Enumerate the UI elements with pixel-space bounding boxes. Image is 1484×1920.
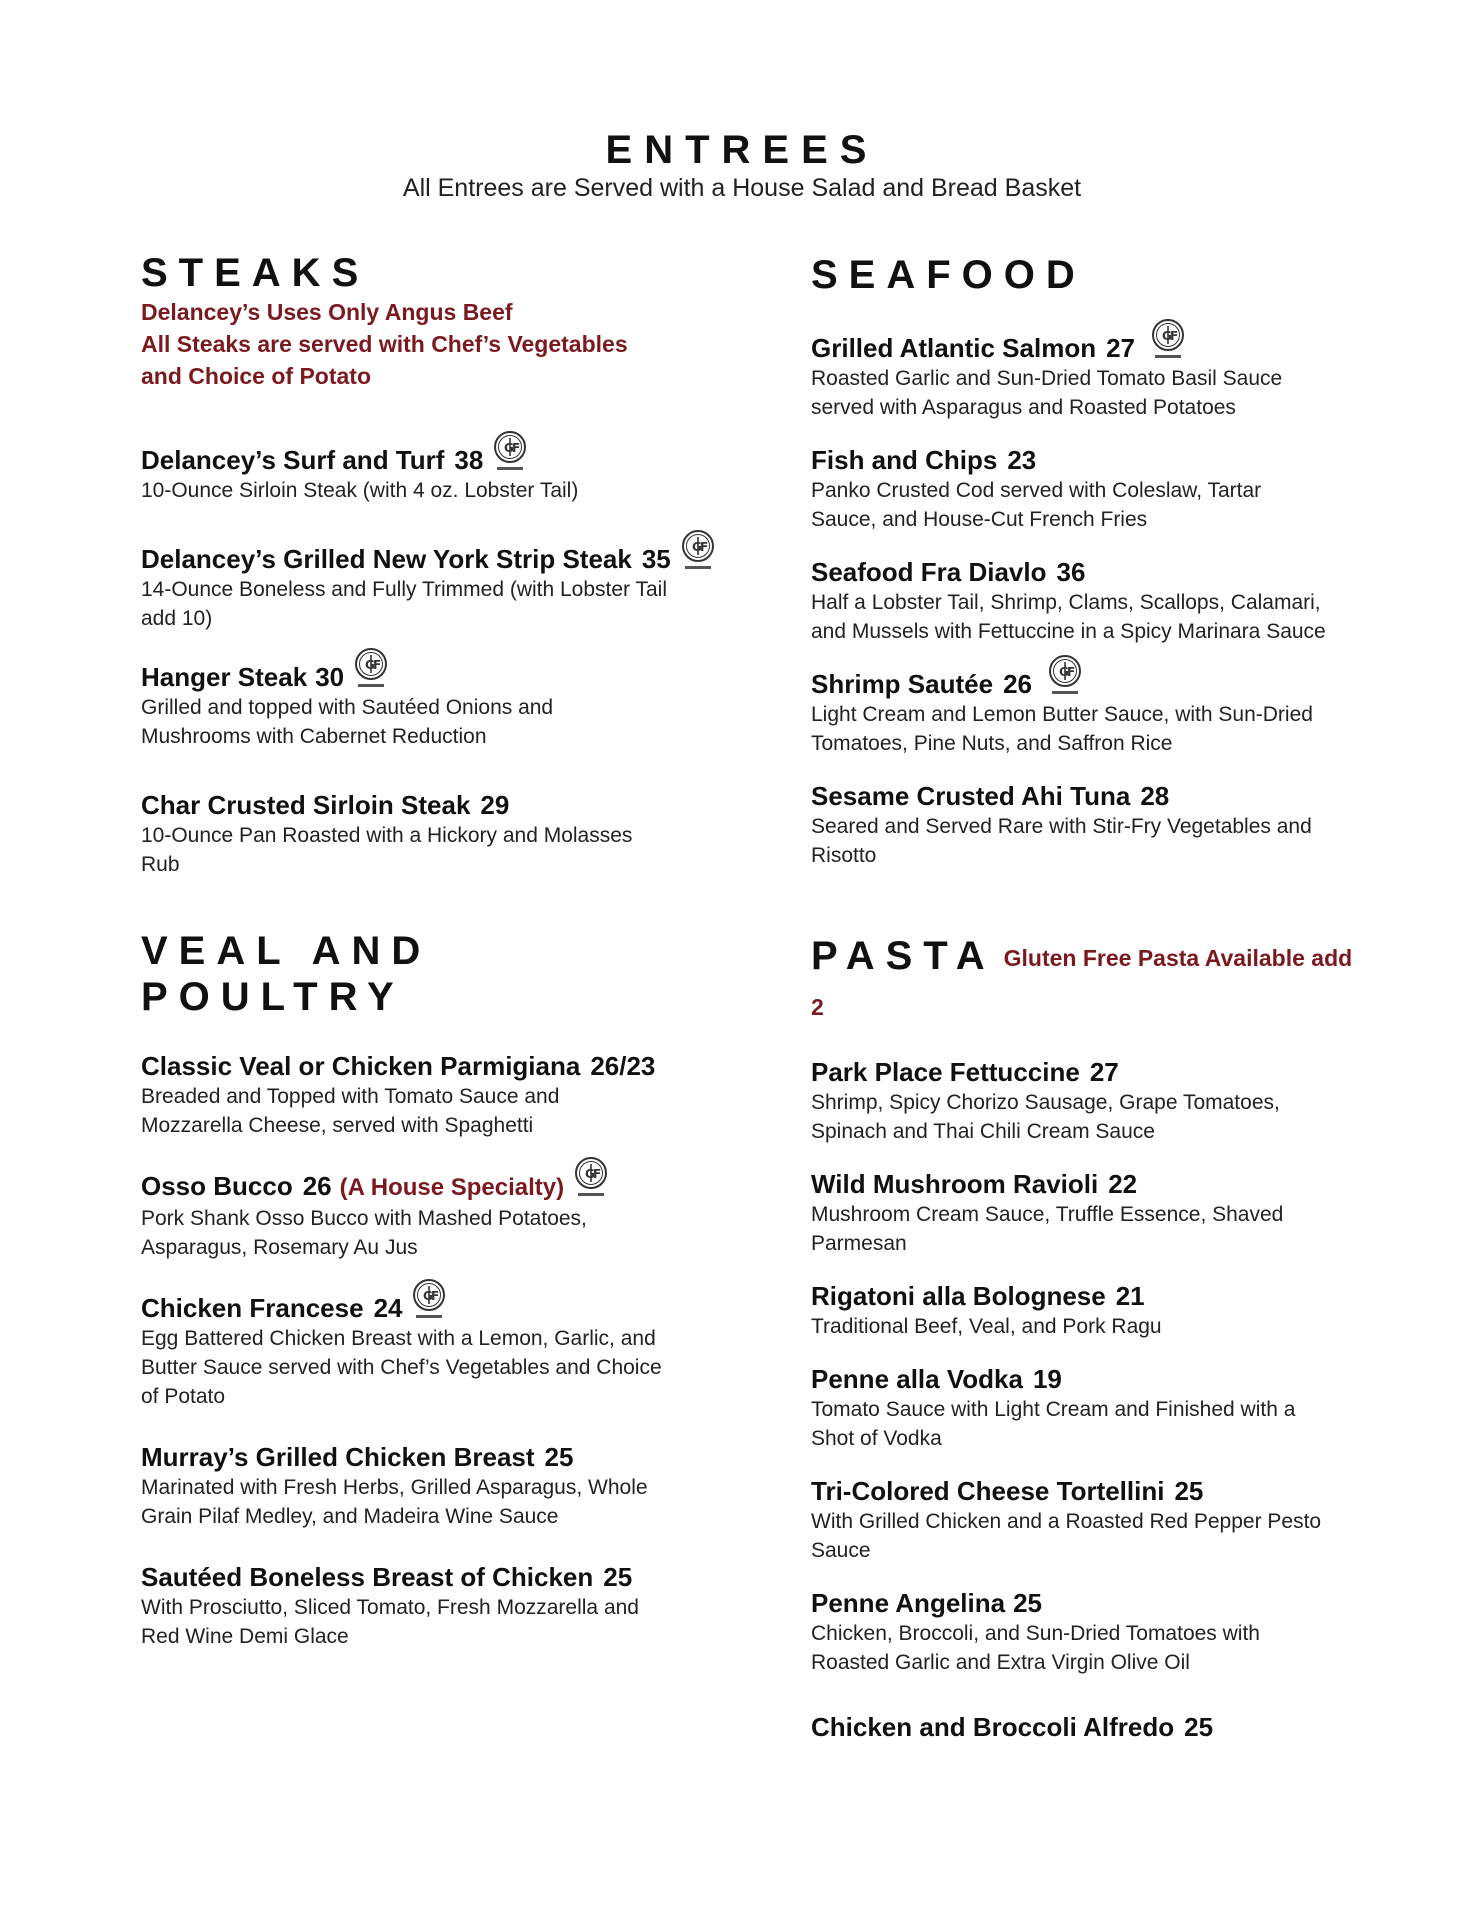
gluten-free-icon bbox=[679, 529, 717, 573]
seafood-section bbox=[811, 252, 1351, 870]
menu-item-description: With Grilled Chicken and a Roasted Red Pepper Pesto Sauce bbox=[811, 1509, 1322, 1562]
gluten-free-icon bbox=[352, 647, 390, 691]
steaks-note: All Steaks are served with Chef’s Vegetables bbox=[141, 331, 628, 357]
steaks-note: and Choice of Potato bbox=[141, 363, 371, 389]
menu-item-price: 38 bbox=[454, 445, 484, 475]
menu-item-name: Rigatoni alla Bolognese 21 bbox=[811, 1280, 1145, 1311]
menu-item-description: Tomato Sauce with Light Cream and Finished with a Shot of Vodka bbox=[811, 1397, 1296, 1450]
menu-item-price: 27 bbox=[1106, 333, 1136, 363]
menu-item-name: Tri-Colored Cheese Tortellini 25 bbox=[811, 1475, 1204, 1506]
section-title-steaks: STEAKS bbox=[141, 251, 370, 295]
menu-item bbox=[811, 1587, 1371, 1677]
menu-item-price: 26 bbox=[302, 1171, 332, 1201]
menu-item bbox=[811, 1363, 1371, 1453]
menu-item-description: Chicken, Broccoli, and Sun-Dried Tomatoes with Roasted Garlic and Extra Virgin Olive Oil bbox=[811, 1621, 1260, 1674]
gluten-free-icon bbox=[491, 430, 529, 474]
menu-item-price: 23 bbox=[1007, 445, 1037, 475]
menu-item bbox=[141, 543, 681, 633]
menu-item-description: Half a Lobster Tail, Shrimp, Clams, Scallops, Calamari, and Mussels with Fettuccine in a Spicy Marinara Sauce bbox=[811, 591, 1326, 643]
menu-item-description: 10-Ounce Sirloin Steak (with 4 oz. Lobster Tail) bbox=[141, 479, 579, 502]
menu-item bbox=[811, 1056, 1371, 1146]
menu-item-price: 30 bbox=[315, 662, 345, 692]
menu-item bbox=[811, 556, 1351, 646]
menu-item-price: 25 bbox=[603, 1562, 633, 1592]
menu-item-name: Delancey’s Surf and Turf 38 bbox=[141, 444, 681, 476]
menu-item bbox=[811, 668, 1351, 758]
menu-item-name: Osso Bucco 26 (A House Specialty) bbox=[141, 1170, 681, 1204]
veal-poultry-section bbox=[141, 928, 681, 1651]
menu-item-name: Classic Veal or Chicken Parmigiana 26/23 bbox=[141, 1051, 656, 1081]
section-title-veal-poultry: VEAL AND POULTRY bbox=[141, 929, 432, 1019]
gluten-free-icon bbox=[410, 1278, 448, 1322]
menu-item-description: Traditional Beef, Veal, and Pork Ragu bbox=[811, 1314, 1162, 1338]
menu-item-description: Mushroom Cream Sauce, Truffle Essence, Shaved Parmesan bbox=[811, 1202, 1284, 1255]
menu-item-name: Shrimp Sautée 26 bbox=[811, 668, 1351, 700]
menu-item-description: 14-Ounce Boneless and Fully Trimmed (with Lobster Tail add 10) bbox=[141, 578, 668, 630]
menu-item bbox=[811, 1475, 1371, 1565]
menu-item-description: Roasted Garlic and Sun-Dried Tomato Basil Sauce served with Asparagus and Roasted Potatoes bbox=[811, 367, 1283, 419]
menu-item-description: With Prosciutto, Sliced Tomato, Fresh Mozzarella and Red Wine Demi Glace bbox=[141, 1596, 639, 1648]
menu-item-price: 35 bbox=[641, 544, 671, 574]
menu-item-name: Penne Angelina 25 bbox=[811, 1587, 1042, 1618]
steaks-section bbox=[141, 250, 681, 879]
pasta-section bbox=[811, 933, 1371, 1743]
menu-item-name: Sautéed Boneless Breast of Chicken 25 bbox=[141, 1562, 633, 1592]
menu-item-price: 25 bbox=[1174, 1475, 1204, 1506]
menu-item-price: 25 bbox=[1184, 1711, 1214, 1742]
menu-header bbox=[0, 128, 1484, 203]
menu-item bbox=[811, 1168, 1371, 1258]
house-specialty-note: (A House Specialty) bbox=[339, 1174, 565, 1201]
menu-item bbox=[141, 444, 681, 505]
menu-item-price: 29 bbox=[480, 790, 510, 820]
menu-item bbox=[811, 444, 1351, 534]
menu-item-price: 25 bbox=[1013, 1587, 1042, 1618]
menu-item-price: 27 bbox=[1089, 1056, 1119, 1087]
steaks-note: Delancey’s Uses Only Angus Beef bbox=[141, 299, 513, 325]
menu-item bbox=[811, 332, 1351, 422]
menu-item-description: Egg Battered Chicken Breast with a Lemon, Garlic, and Butter Sauce served with Chef’s Vegetables and Choice of Potato bbox=[141, 1327, 662, 1408]
menu-item-price: 19 bbox=[1032, 1363, 1062, 1394]
menu-item bbox=[141, 1441, 681, 1531]
menu-item-description: Marinated with Fresh Herbs, Grilled Asparagus, Whole Grain Pilaf Medley, and Madeira Wine Sauce bbox=[141, 1476, 648, 1528]
menu-item bbox=[141, 1050, 681, 1140]
menu-item-name: Wild Mushroom Ravioli 22 bbox=[811, 1168, 1138, 1199]
menu-item-description: Panko Crusted Cod served with Coleslaw, Tartar Sauce, and House-Cut French Fries bbox=[811, 479, 1262, 531]
menu-item-name: Murray’s Grilled Chicken Breast 25 bbox=[141, 1442, 574, 1472]
menu-item-description: Grilled and topped with Sautéed Onions and Mushrooms with Cabernet Reduction bbox=[141, 696, 554, 748]
gluten-free-icon bbox=[1149, 318, 1187, 362]
menu-item-name: Seafood Fra Diavlo 36 bbox=[811, 557, 1086, 587]
gluten-free-pasta-note: Gluten Free Pasta Available add 2 bbox=[811, 945, 1353, 1020]
gluten-free-icon bbox=[1046, 654, 1084, 698]
menu-item-price: 26 bbox=[1003, 669, 1032, 699]
menu-item bbox=[141, 1292, 681, 1411]
menu-item-name: Sesame Crusted Ahi Tuna 28 bbox=[811, 781, 1170, 811]
menu-item-name: Park Place Fettuccine 27 bbox=[811, 1056, 1119, 1087]
menu-item-price: 36 bbox=[1056, 557, 1086, 587]
menu-item-description: Seared and Served Rare with Stir-Fry Vegetables and Risotto bbox=[811, 815, 1312, 867]
menu-item-price: 24 bbox=[373, 1293, 403, 1323]
menu-item-price: 21 bbox=[1115, 1280, 1145, 1311]
menu-item-description: Shrimp, Spicy Chorizo Sausage, Grape Tomatoes, Spinach and Thai Chili Cream Sauce bbox=[811, 1090, 1280, 1143]
menu-item bbox=[141, 789, 681, 879]
menu-item bbox=[141, 661, 681, 751]
menu-item bbox=[811, 1280, 1371, 1341]
page-title: ENTREES bbox=[605, 128, 879, 172]
menu-item-price: 28 bbox=[1140, 781, 1170, 811]
menu-item-name: Hanger Steak 30 bbox=[141, 661, 681, 693]
menu-item-name: Penne alla Vodka 19 bbox=[811, 1363, 1062, 1394]
menu-item-price: 26/23 bbox=[590, 1051, 656, 1081]
menu-item bbox=[811, 780, 1351, 870]
menu-item-name: Chicken and Broccoli Alfredo 25 bbox=[811, 1711, 1214, 1742]
menu-item-price: 22 bbox=[1108, 1168, 1138, 1199]
section-title-seafood: SEAFOOD bbox=[811, 253, 1086, 297]
menu-item bbox=[141, 1561, 681, 1651]
menu-item-name: Grilled Atlantic Salmon 27 bbox=[811, 332, 1351, 364]
menu-item-description: Light Cream and Lemon Butter Sauce, with Sun-Dried Tomatoes, Pine Nuts, and Saffron Rice bbox=[811, 703, 1313, 755]
menu-item-name: Delancey’s Grilled New York Strip Steak 35 bbox=[141, 543, 681, 575]
gluten-free-icon bbox=[572, 1156, 610, 1200]
menu-item-price: 25 bbox=[544, 1442, 574, 1472]
menu-item-name: Chicken Francese 24 bbox=[141, 1292, 681, 1324]
section-title-pasta: PASTA Gluten Free Pasta Available add 2 bbox=[811, 934, 1353, 1020]
menu-item-name: Char Crusted Sirloin Steak 29 bbox=[141, 790, 510, 820]
menu-item-description: 10-Ounce Pan Roasted with a Hickory and Molasses Rub bbox=[141, 824, 633, 876]
menu-item-name: Fish and Chips 23 bbox=[811, 445, 1037, 475]
page-subtitle: All Entrees are Served with a House Salad and Bread Basket bbox=[402, 174, 1082, 202]
menu-item-description: Breaded and Topped with Tomato Sauce and Mozzarella Cheese, served with Spaghetti bbox=[141, 1085, 560, 1137]
menu-item-description: Pork Shank Osso Bucco with Mashed Potatoes, Asparagus, Rosemary Au Jus bbox=[141, 1207, 587, 1259]
menu-item bbox=[141, 1170, 681, 1262]
menu-item bbox=[811, 1711, 1371, 1743]
